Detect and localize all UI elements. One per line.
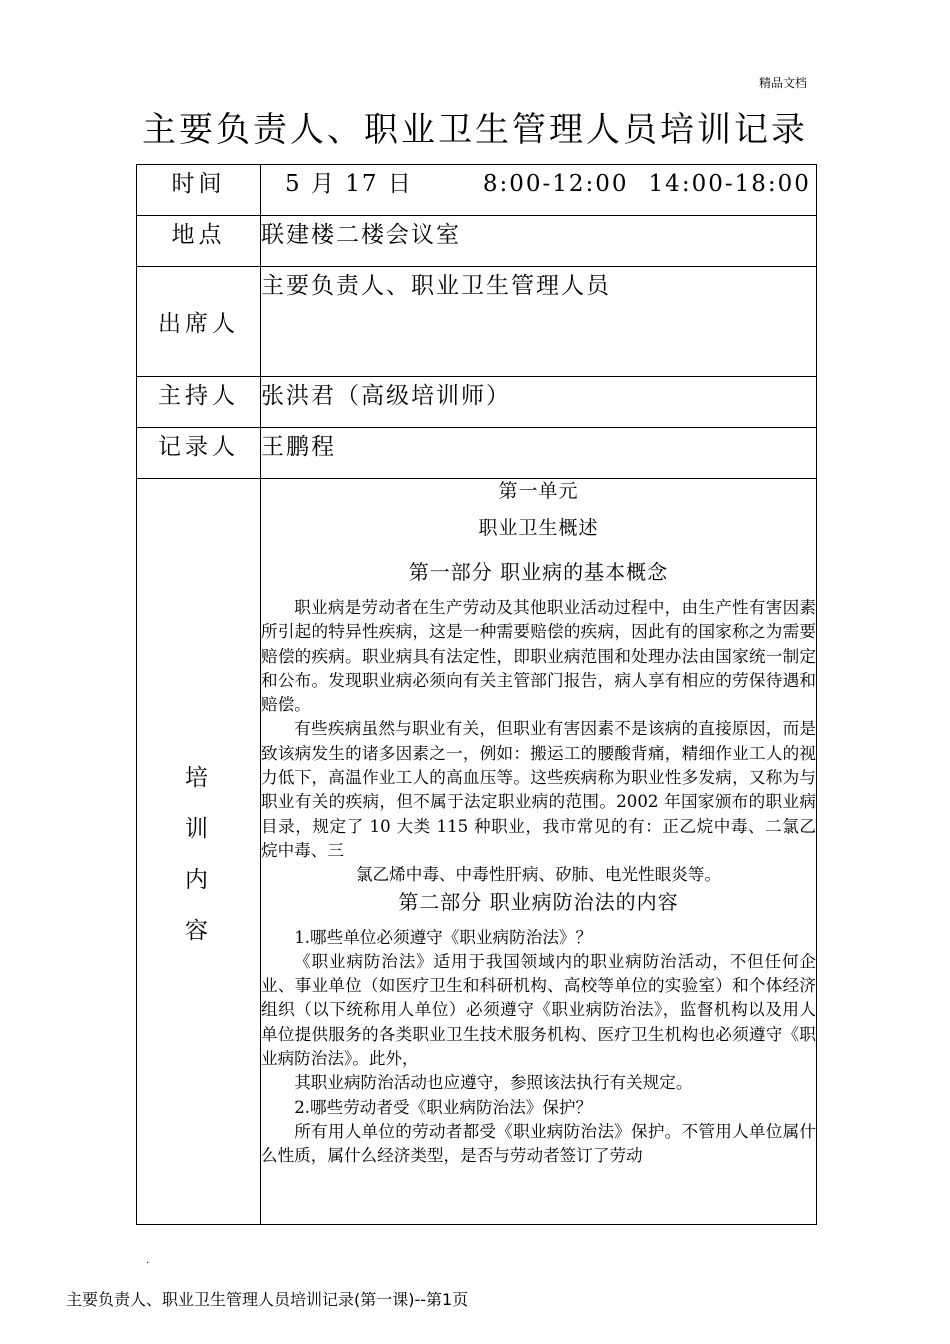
row-place [137,216,817,267]
attendees-value: 主要负责人、职业卫生管理人员 [261,267,817,377]
place-label: 地点 [137,216,261,267]
host-label: 主持人 [137,377,261,428]
recorder-value: 王鹏程 [261,428,817,479]
content-label-char: 训 [185,815,212,842]
row-host [137,377,817,428]
content-label-char: 培 [185,764,212,791]
time-label: 时间 [137,165,261,216]
morning-slot: 8:00-12:00 [482,171,629,197]
unit-heading: 第一单元 [498,480,579,502]
paragraph-tail: 其职业病防治活动也应遵守，参照该法执行有关规定。 [294,1073,693,1093]
row-time [137,165,817,216]
attendees-label: 出席人 [137,267,261,377]
date-text: 5 月 17 日 [285,171,413,197]
unit-title: 职业卫生概述 [478,517,599,539]
paragraph: 《职业病防治法》适用于我国领域内的职业病防治活动，不但任何企业、事业单位（如医疗卫生和科研机构、高校等单位的实验室）和个体经济组织（以下统称用人单位）必须遵守《职业病防治法》，监督机构以及用人单位提供服务的各类职业卫生技术服务机构、医疗卫生机构也必须遵守《职业病防治法》。此外， [261,951,816,1069]
paragraph: 所有用人单位的劳动者都受《职业病防治法》保护。不管用人单位属什么性质，属什么经济类型，是否与劳动者签订了劳动 [261,1121,816,1166]
row-content [137,479,817,1225]
content-label-char: 容 [185,917,212,944]
recorder-label: 记录人 [137,428,261,479]
content-body [261,479,817,1225]
header-mark: 精品文档 [758,76,807,90]
paragraph: 职业病是劳动者在生产劳动及其他职业活动过程中，由生产性有害因素所引起的特异性疾病，这是一种需要赔偿的疾病，因此有的国家称之为需要赔偿的疾病。职业病具有法定性，即职业病范围和处理办法由国家统一制定和公布。发现职业病必须向有关主管部门报告，病人享有相应的劳保待遇和赔偿。 [261,598,816,715]
paragraph-tail: 氯乙烯中毒、中毒性肝病、矽肺、电光性眼炎等。 [355,865,722,885]
document-title: 主要负责人、职业卫生管理人员培训记录 [142,110,808,150]
part2-heading: 第二部分 职业病防治法的内容 [398,889,679,914]
footer-dot: . [146,1255,150,1266]
row-recorder [137,428,817,479]
question: 1.哪些单位必须遵守《职业病防治法》？ [294,927,593,947]
part1-heading: 第一部分 职业病的基本概念 [408,560,669,584]
host-value: 张洪君（高级培训师） [261,377,817,428]
training-record-table [136,164,817,1225]
content-label-char: 内 [185,866,212,893]
afternoon-slot: 14:00-18:00 [648,171,811,197]
paragraph: 有些疾病虽然与职业有关，但职业有害因素不是该病的直接原因，而是 致该病发生的诸多因素之一，例如：搬运工的腰酸背痛，精细作业工人的视力低下，高温作业工人的高血压等。这些疾病称为职业性多发病，又称为与职业有关的疾病，但不属于法定职业病的范围。2002 年国家颁布的职业病目录，规定了 10 大类 115 种职业，我市常见的有：正乙烷中毒、二氯乙烷中毒、三 [261,719,816,860]
page-footer: 主要负责人、职业卫生管理人员培训记录(第一课)--第1页 [66,1290,469,1309]
content-label [137,479,261,1225]
time-value [261,165,817,216]
row-attendees [137,267,817,377]
place-value: 联建楼二楼会议室 [261,216,817,267]
question: 2.哪些劳动者受《职业病防治法》保护？ [294,1097,593,1117]
